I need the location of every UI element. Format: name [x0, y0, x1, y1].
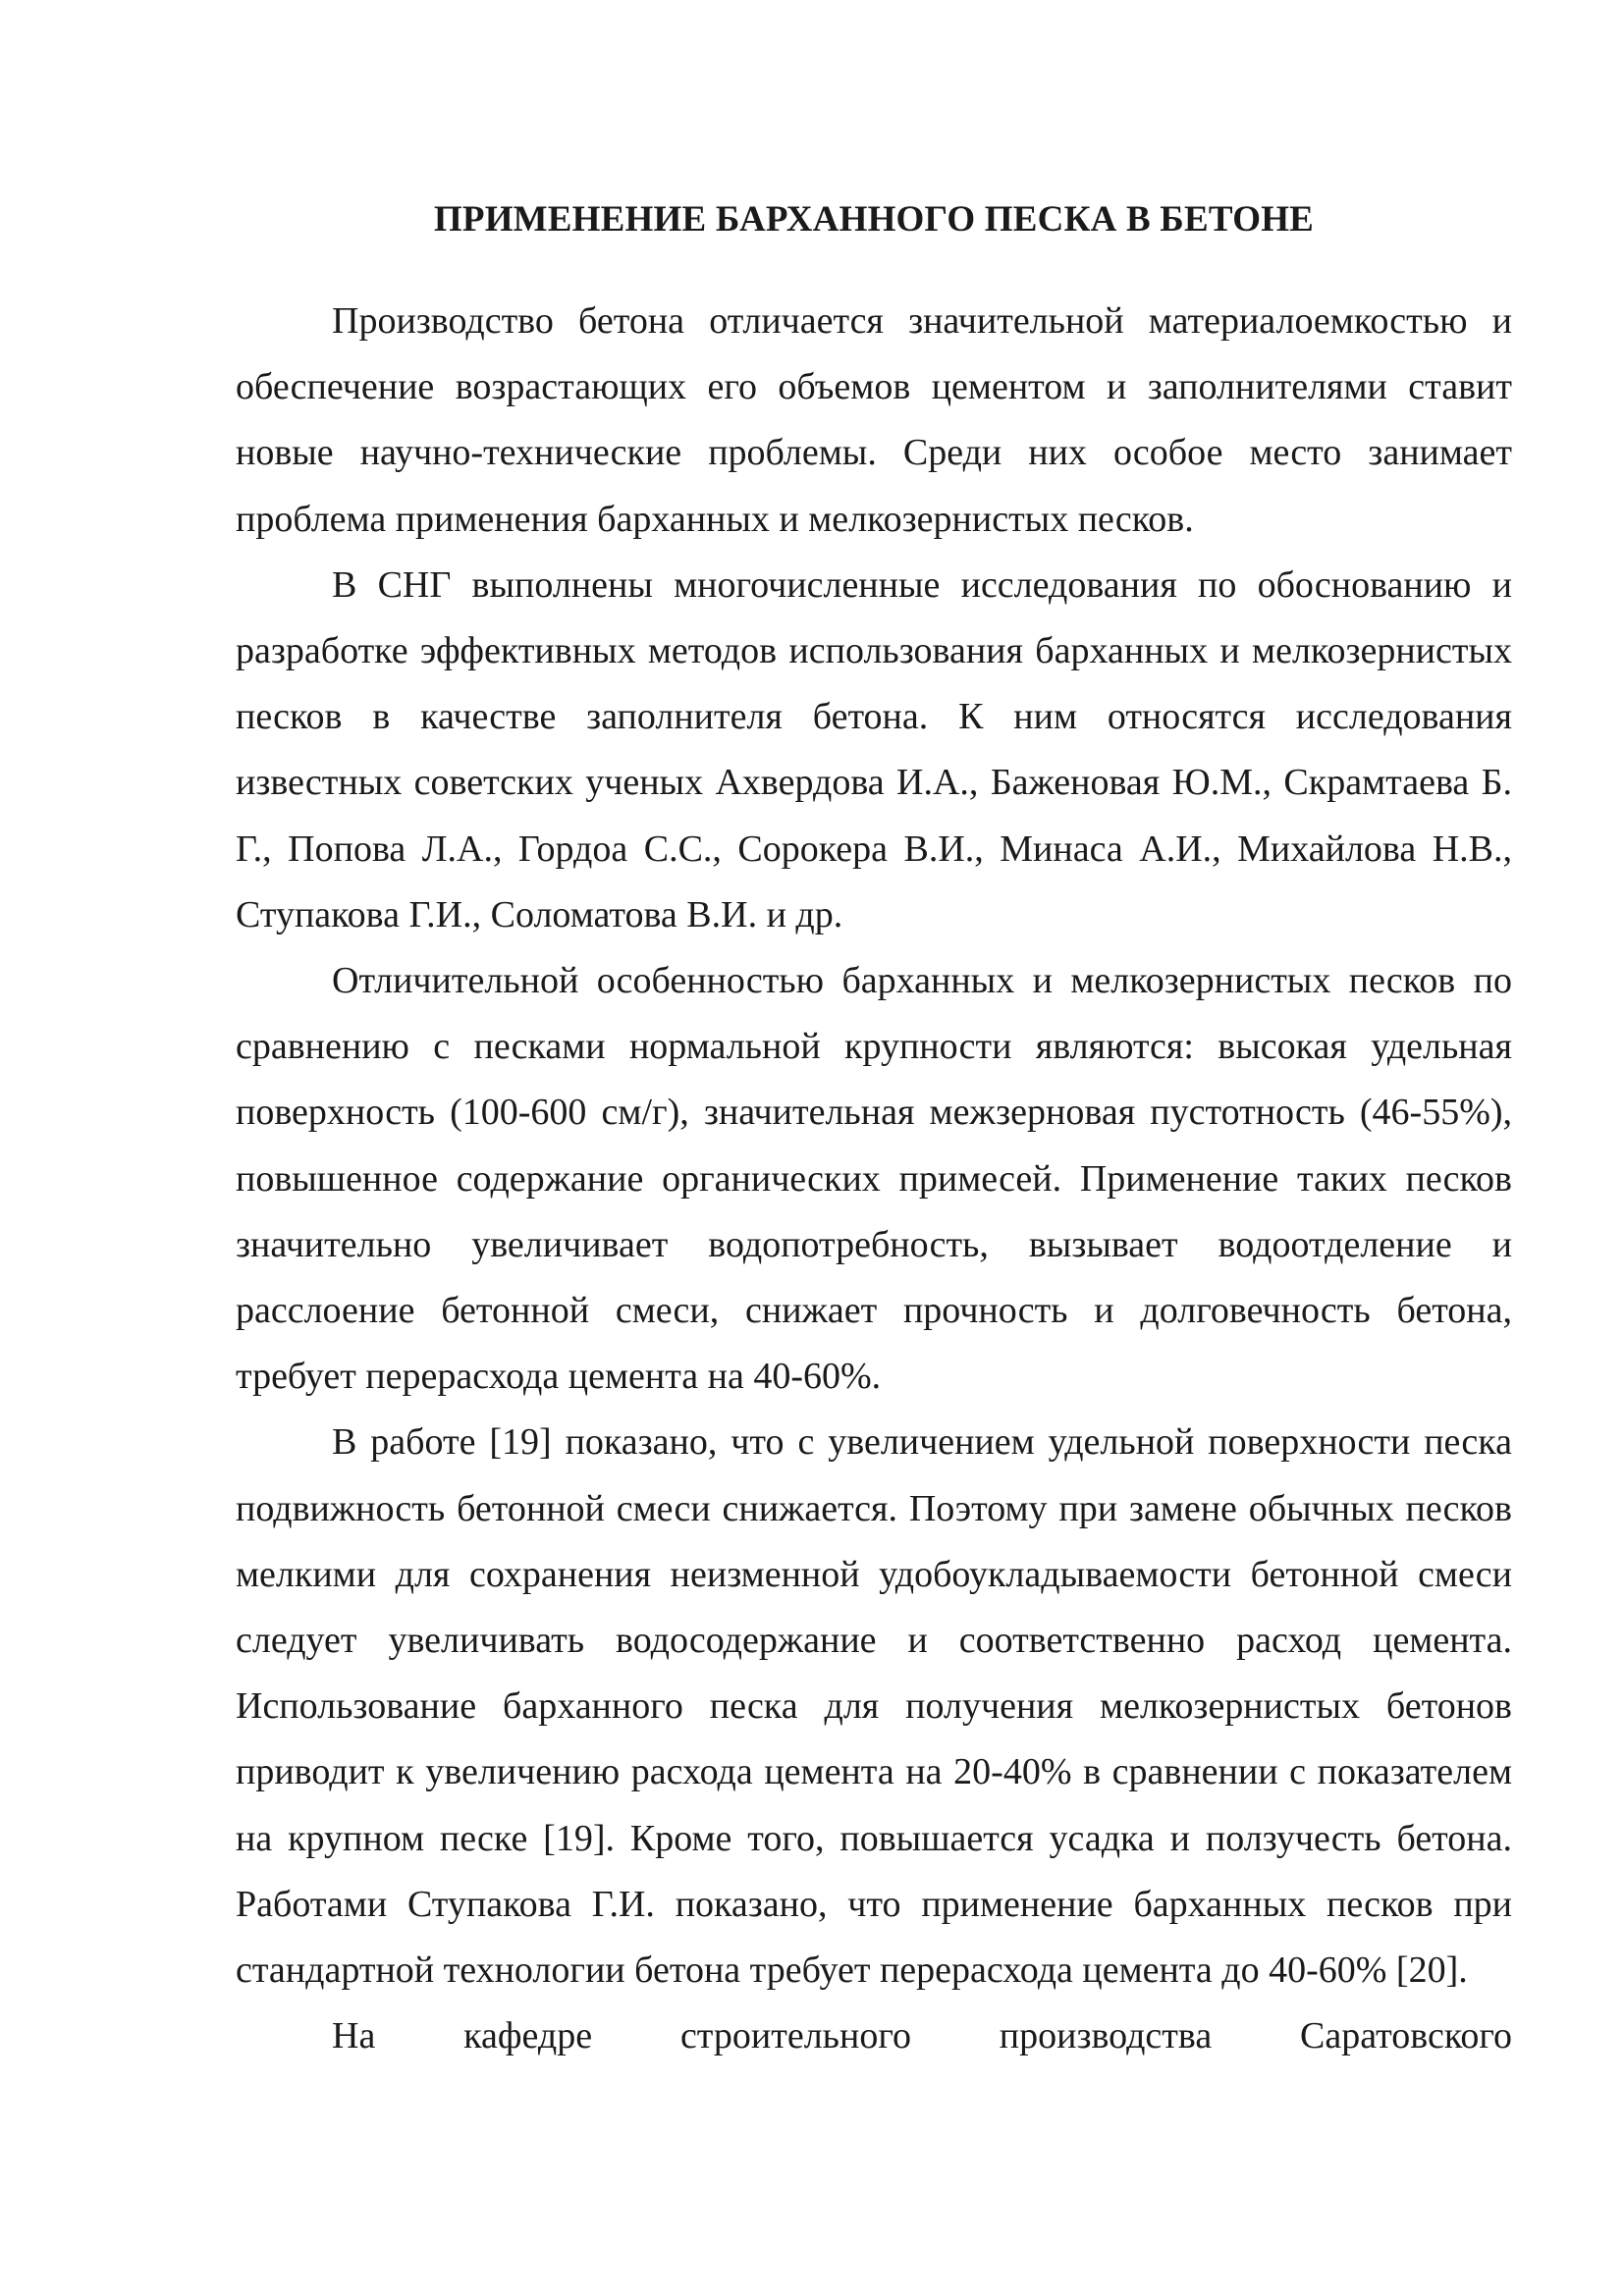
paragraph-5: На кафедре строительного производства Саратовского [332, 2015, 1512, 2057]
document-title: ПРИМЕНЕНИЕ БАРХАННОГО ПЕСКА В БЕТОНЕ [433, 199, 1315, 240]
document-body [236, 289, 1512, 2069]
paragraph-2: В СНГ выполнены многочисленные исследования по обоснованию и разработке эффективных методов использования барханных и мелкозернистых песков в качестве заполнителя бетона. К ним относятся исследования известных советских ученых Ахвердова И.А., Баженовая Ю.М., Скрамтаева Б. Г., Попова Л.А., Гордоа С.С., Сорокера В.И., Минаса А.И., Михайлова Н.В., Ступакова Г.И., Соломатова В.И. и др. [236, 563, 1512, 935]
paragraph-4: В работе [19] показано, что с увеличением удельной поверхности песка подвижность бетонной смеси снижается. Поэтому при замене обычных песков мелкими для сохранения неизменной удобоукладываемости бетонной смеси следует увеличивать водосодержание и соответственно расход цемента. Использование барханного песка для получения мелкозернистых бетонов приводит к увеличению расхода цемента на 20-40% в сравнении с показателем на крупном песке [19]. Кроме того, повышается усадка и ползучесть бетона. Работами Ступакова Г.И. показано, что применение барханных песков при стандартной технологии бетона требует перерасхода цемента до 40-60% [20]. [236, 1421, 1512, 1992]
paragraph-1: Производство бетона отличается значительной материалоемкостью и обеспечение возрастающих его объемов цементом и заполнителями ставит новые научно-технические проблемы. Среди них особое место занимает проблема применения барханных и мелкозернистых песков. [236, 300, 1512, 540]
paragraph-3: Отличительной особенностью барханных и мелкозернистых песков по сравнению с песками нормальной крупности являются: высокая удельная поверхность (100-600 см/г), значительная межзерновая пустотность (46-55%), повышенное содержание органических примесей. Применение таких песков значительно увеличивает водопотребность, вызывает водоотделение и расслоение бетонной смеси, снижает прочность и долговечность бетона, требует перерасхода цемента на 40-60%. [236, 960, 1512, 1398]
